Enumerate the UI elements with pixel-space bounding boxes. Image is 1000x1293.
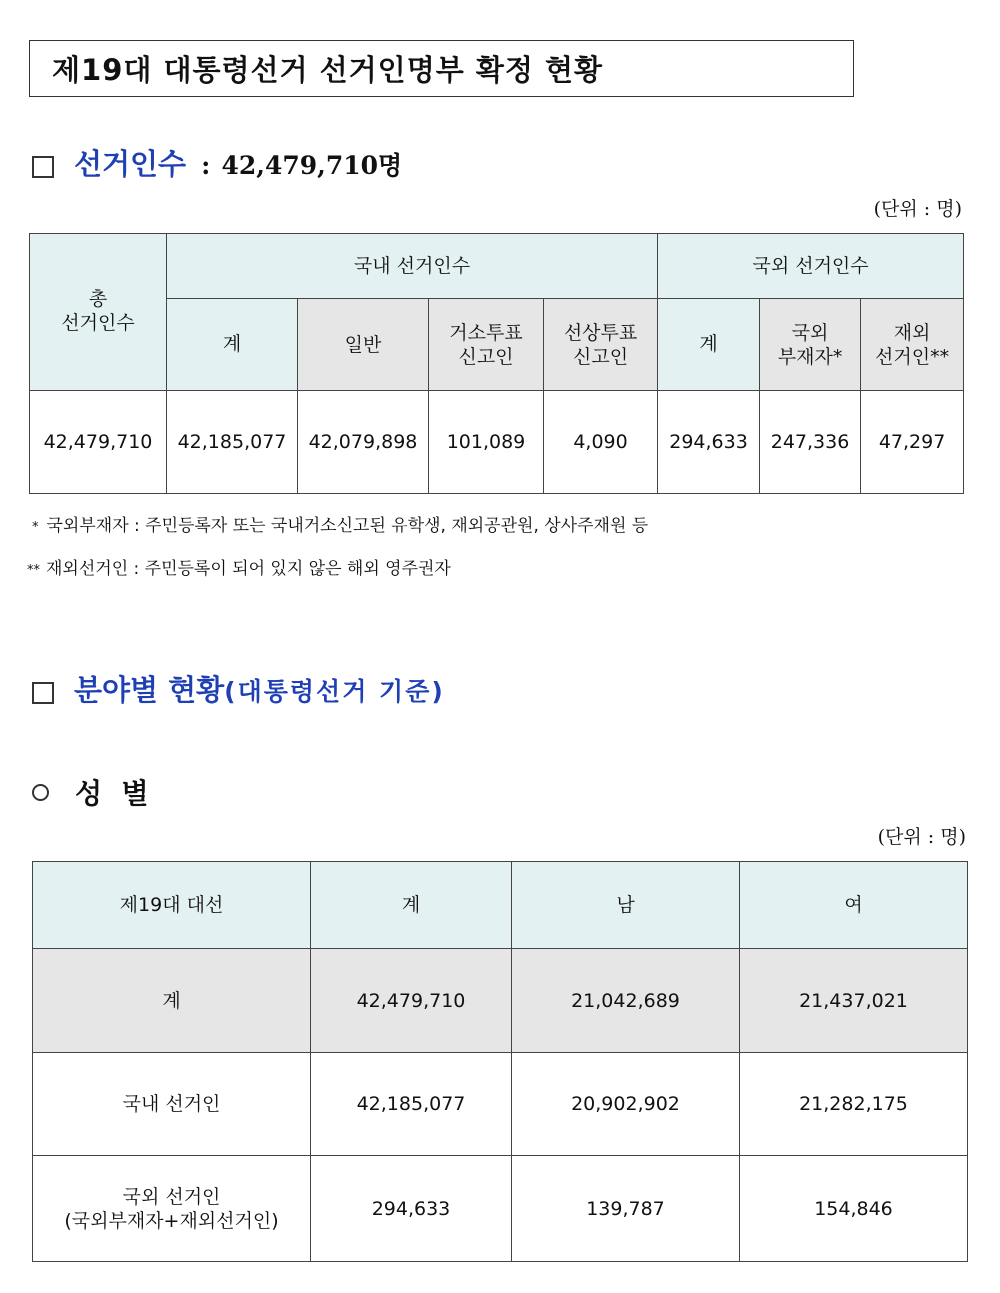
section-voters-heading (32, 142, 402, 183)
row-label: 국내 선거인 (33, 1053, 311, 1156)
header-overseas: 국외 선거인수 (658, 234, 964, 299)
footnote-2: ** 재외선거인 : 주민등록이 되어 있지 않은 해외 영주권자 (27, 559, 451, 579)
title-box (29, 40, 854, 97)
header-overseas-sum: 계 (658, 299, 760, 391)
cell-sum: 42,479,710 (311, 949, 512, 1053)
footnote-1: * 국외부재자 : 주민등록자 또는 국내거소신고된 유학생, 재외공관원, 상사주재원 등 (32, 516, 649, 536)
cell-female: 21,437,021 (740, 949, 968, 1053)
square-bullet-icon (32, 682, 54, 704)
value-total: 42,479,710 (30, 391, 167, 494)
square-bullet-icon (32, 156, 54, 178)
table-row (33, 1053, 968, 1156)
section-gender-heading (32, 772, 149, 812)
row-label: 국외 선거인 (국외부재자+재외선거인) (33, 1156, 311, 1262)
section-title: 분야별 현황 (74, 673, 225, 707)
header-ship-vote: 선상투표 신고인 (544, 299, 658, 391)
cell-female: 154,846 (740, 1156, 968, 1262)
unit-label: (단위 : 명) (877, 826, 966, 848)
row-label: 계 (33, 949, 311, 1053)
table-row (33, 1156, 968, 1262)
cell-male: 20,902,902 (512, 1053, 740, 1156)
header-sum: 계 (311, 862, 512, 949)
voters-table (29, 233, 964, 494)
header-domestic: 국내 선거인수 (167, 234, 658, 299)
header-general: 일반 (298, 299, 429, 391)
header-male: 남 (512, 862, 740, 949)
header-absentee: 국외 부재자* (760, 299, 861, 391)
section-category-heading (32, 668, 445, 709)
page-title: 제19대 대통령선거 선거인명부 확정 현황 (52, 53, 603, 87)
header-election: 제19대 대선 (33, 862, 311, 949)
section-subtitle: (대통령선거 기준) (224, 677, 445, 706)
gender-table (32, 861, 968, 1262)
header-domestic-sum: 계 (167, 299, 298, 391)
header-female: 여 (740, 862, 968, 949)
circle-bullet-icon (32, 784, 49, 801)
header-abroad: 재외 선거인** (861, 299, 964, 391)
table-row (33, 949, 968, 1053)
cell-sum: 42,185,077 (311, 1053, 512, 1156)
value-domestic-sum: 42,185,077 (167, 391, 298, 494)
cell-male: 139,787 (512, 1156, 740, 1262)
value-abroad: 47,297 (861, 391, 964, 494)
value-general: 42,079,898 (298, 391, 429, 494)
cell-sum: 294,633 (311, 1156, 512, 1262)
value-ship-vote: 4,090 (544, 391, 658, 494)
value-residence-vote: 101,089 (429, 391, 544, 494)
section-title: 성 별 (75, 777, 149, 810)
separator: : (201, 151, 211, 180)
total-voters-value: 42,479,710명 (221, 151, 403, 180)
cell-male: 21,042,689 (512, 949, 740, 1053)
value-overseas-sum: 294,633 (658, 391, 760, 494)
header-residence-vote: 거소투표 신고인 (429, 299, 544, 391)
section-title: 선거인수 (74, 147, 187, 181)
header-total-voters: 총 선거인수 (30, 234, 167, 391)
unit-label: (단위 : 명) (873, 198, 962, 220)
cell-female: 21,282,175 (740, 1053, 968, 1156)
value-absentee: 247,336 (760, 391, 861, 494)
